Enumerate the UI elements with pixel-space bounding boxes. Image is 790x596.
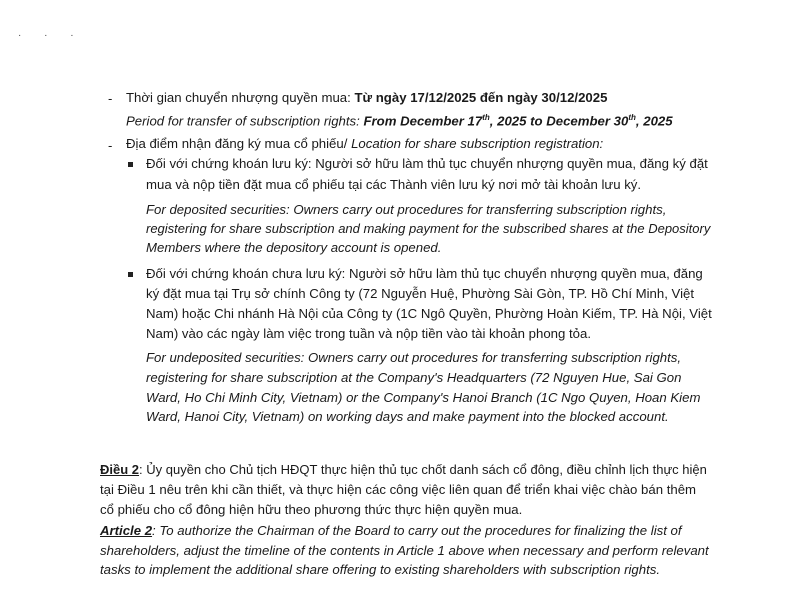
square-bullet-icon <box>128 272 133 277</box>
article2-en-heading: Article 2 <box>100 523 153 538</box>
deposited-vi-line: mua và nộp tiền đặt mua cổ phiếu tại các Thành viên lưu ký nơi mở tài khoản lưu ký. <box>146 177 642 192</box>
deposited-en-line: Members where the depository account is opened. <box>146 240 442 255</box>
undeposited-en-line: Ward, Ho Chi Minh City, Vietnam) or the Company's Hanoi Branch (1C Ngo Quyen, Hoan Kiem <box>146 390 701 405</box>
undeposited-vi-line: Đối với chứng khoán chưa lưu ký: Người sở hữu làm thủ tục chuyển nhượng quyền mua, đăng <box>146 266 703 281</box>
article2-vi-heading: Điều 2 <box>100 462 140 477</box>
article2-vi-line: cổ phiếu cho cổ đông hiện hữu theo phương thức thực hiện quyền mua. <box>100 502 523 517</box>
deposited-en-line: registering for share subscription and making payment for the subscribed shares at the Depository <box>146 221 711 236</box>
article2-vi-line: tại Điều 1 nêu trên khi cần thiết, và thực hiện các công việc liên quan để triển khai việc chào bán thêm <box>100 482 697 497</box>
deposited-en-line: For deposited securities: Owners carry out procedures for transferring subscription rights, <box>146 202 667 217</box>
undeposited-vi-line: ký đặt mua tại Trụ sở chính Công ty (72 Nguyễn Huệ, Phường Sài Gòn, TP. Hồ Chí Minh, Việt <box>146 286 695 301</box>
deposited-vi-line: Đối với chứng khoán lưu ký: Người sở hữu làm thủ tục chuyển nhượng quyền mua, đăng ký đặt <box>146 156 708 171</box>
scan-marks: · · · <box>18 30 84 41</box>
article2-en-line: tasks to implement the additional share offering to existing shareholders with subscription rights. <box>100 562 661 577</box>
undeposited-vi-line: Nam) vào các ngày làm việc trong tuần và nộp tiền vào tài khoản phong tỏa. <box>146 326 591 341</box>
undeposited-vi-line: Nam) hoặc Chi nhánh Hà Nội của Công ty (1C Ngô Quyền, Phường Hoàn Kiếm, TP. Hà Nội, Việt <box>146 306 712 321</box>
article2-vi-line: Điều 2: Ủy quyền cho Chủ tịch HĐQT thực hiện thủ tục chốt danh sách cổ đông, điều chỉnh lịch thực hiện <box>100 462 707 477</box>
undeposited-en-line: For undeposited securities: Owners carry out procedures for transferring subscription rights, <box>146 350 682 365</box>
square-bullet-icon <box>128 162 133 167</box>
location-heading: Địa điểm nhận đăng ký mua cổ phiếu/ Location for share subscription registration: <box>126 136 604 151</box>
list-dash: - <box>108 138 113 153</box>
undeposited-en-line: Ward, Hanoi City, Vietnam) on working days and make payment into the blocked account. <box>146 409 669 424</box>
article2-en-line: Article 2: To authorize the Chairman of the Board to carry out the procedures for finalizing the list of <box>100 523 682 538</box>
article2-en-line: shareholders, adjust the timeline of the contents in Article 1 above when necessary and perform relevant <box>100 543 709 558</box>
transfer-period-en: Period for transfer of subscription rights: From December 17th, 2025 to December 30th, 2025 <box>126 113 673 129</box>
transfer-period-vi: Thời gian chuyển nhượng quyền mua: Từ ngày 17/12/2025 đến ngày 30/12/2025 <box>126 90 608 105</box>
list-dash: - <box>108 91 113 106</box>
undeposited-en-line: registering for share subscription at the Company's Headquarters (72 Nguyen Hue, Sai Gon <box>146 370 682 385</box>
